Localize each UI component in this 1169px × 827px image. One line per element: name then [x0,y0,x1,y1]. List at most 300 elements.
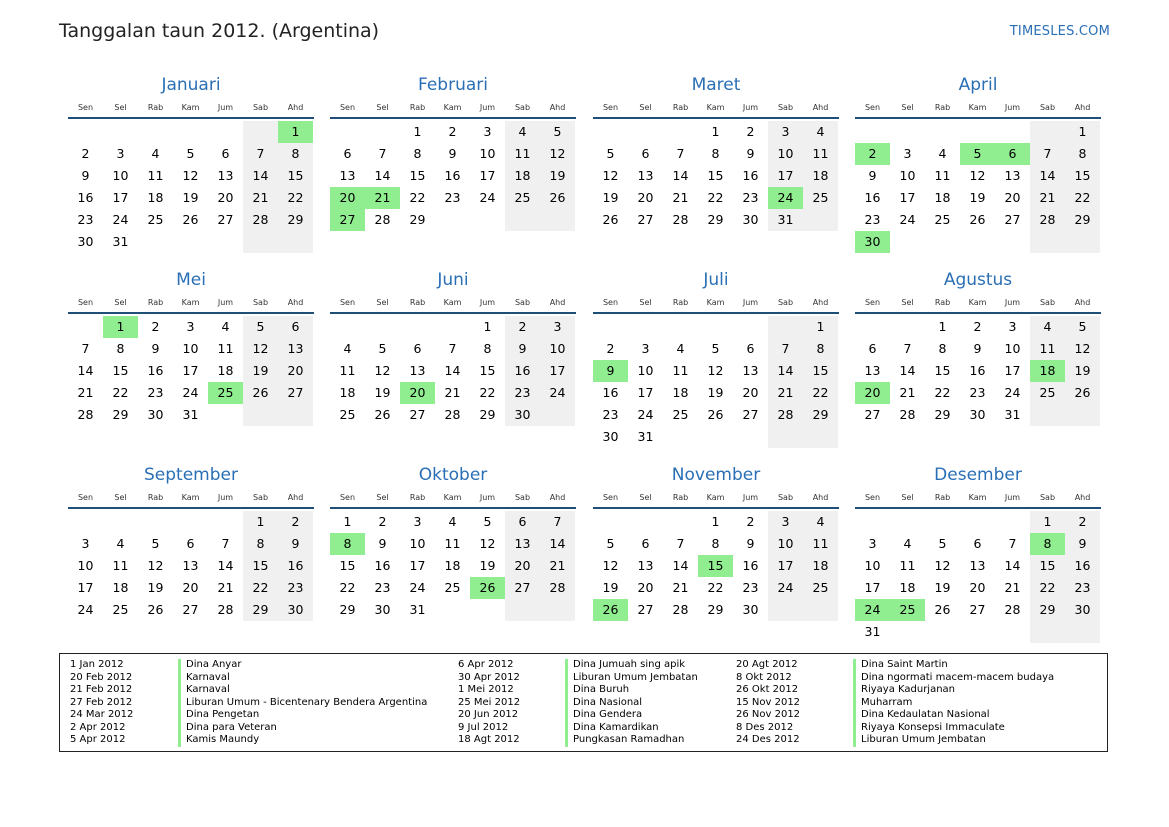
empty-cell [925,121,960,143]
day-cell: 30 [278,599,313,621]
empty-cell [995,121,1030,143]
weekday-label: Sen [864,298,881,307]
month-juni [330,268,576,426]
weekday-label: Ahd [549,493,566,502]
day-cell: 19 [602,190,619,205]
day-cell: 8 [803,338,838,360]
day-cell: 3 [483,124,492,139]
day-cell: 8 [1065,143,1100,165]
week-row [855,316,1101,338]
weekday-label: Sab [777,493,794,502]
day-cell: 26 [1065,382,1100,404]
empty-cell [1065,621,1100,643]
week-row [68,209,314,231]
day-cell: 11 [803,143,838,165]
day-cell: 1 [343,514,352,529]
day-cell: 20 [278,360,313,382]
legend-date: 20 Jun 2012 [458,709,519,720]
weekday-label: Rab [147,493,164,502]
day-cell: 29 [243,599,278,621]
empty-cell [663,121,698,143]
empty-cell [1065,231,1100,253]
day-cell: 22 [409,190,426,205]
day-cell: 19 [934,580,951,595]
legend-date: 18 Agt 2012 [458,734,520,745]
weekday-label: Jum [217,493,234,502]
day-cell: 18 [147,190,164,205]
day-cell: 3 [1008,319,1017,334]
day-cell: 5 [378,341,387,356]
legend-holiday-name: Dina ngormati macem-macem budaya [853,672,1054,685]
day-cell: 8 [483,341,492,356]
day-cell: 1 [803,316,838,338]
day-cell: 14 [77,363,94,378]
week-row [68,577,314,599]
day-cell: 23 [742,580,759,595]
weekday-label: Sen [602,298,619,307]
day-cell: 15 [1030,555,1065,577]
week-row [593,187,839,209]
day-cell: 19 [147,580,164,595]
month-agustus [855,268,1101,426]
day-cell: 1 [103,316,138,338]
day-cell: 6 [343,146,352,161]
day-cell: 26 [969,212,986,227]
legend-name-column [565,659,698,747]
legend-date: 24 Des 2012 [736,734,800,745]
day-cell: 16 [864,190,881,205]
day-cell: 25 [112,602,129,617]
day-cell: 8 [413,146,422,161]
day-cell: 5 [186,146,195,161]
day-cell: 4 [938,146,947,161]
weekday-label: Kam [706,298,725,307]
day-cell: 11 [217,341,234,356]
day-cell: 14 [444,363,461,378]
day-cell: 15 [339,558,356,573]
empty-cell [698,426,733,448]
weekday-header [330,101,576,119]
weekday-label: Sab [514,103,531,112]
day-cell: 8 [938,341,947,356]
day-cell: 28 [1004,602,1021,617]
week-row [68,360,314,382]
weekday-label: Kam [181,493,200,502]
day-cell: 9 [746,146,755,161]
weekday-label: Rab [672,298,689,307]
day-cell: 13 [182,558,199,573]
day-cell: 4 [505,121,540,143]
day-cell: 6 [641,536,650,551]
day-cell: 28 [540,577,575,599]
day-cell: 9 [81,168,90,183]
weekday-label: Rab [934,493,951,502]
weekday-label: Sen [339,103,356,112]
day-cell: 25 [803,187,838,209]
day-cell: 2 [81,146,90,161]
day-cell: 4 [221,319,230,334]
day-cell: 6 [413,341,422,356]
empty-cell [855,511,890,533]
day-cell: 11 [803,533,838,555]
day-cell: 11 [899,558,916,573]
day-cell: 16 [147,363,164,378]
day-cell: 22 [112,385,129,400]
month-februari [330,73,576,231]
page-title: Tanggalan taun 2012. (Argentina) [59,20,380,42]
week-row [68,511,314,533]
empty-cell [365,121,400,143]
day-cell: 27 [217,212,234,227]
empty-cell [470,599,505,621]
day-cell: 12 [1065,338,1100,360]
day-cell: 6 [221,146,230,161]
day-cell: 13 [969,558,986,573]
empty-cell [1065,404,1100,426]
legend-date: 9 Jul 2012 [458,721,509,733]
empty-cell [278,404,313,426]
day-cell: 19 [540,165,575,187]
day-cell: 6 [641,146,650,161]
legend-date: 20 Agt 2012 [736,659,798,670]
day-cell: 13 [742,363,759,378]
day-cell: 3 [186,319,195,334]
week-row [330,382,576,404]
day-cell: 25 [444,580,461,595]
day-cell: 14 [768,360,803,382]
weekday-header [68,491,314,509]
day-cell: 30 [374,602,391,617]
day-cell: 23 [444,190,461,205]
day-cell: 2 [448,124,457,139]
week-row [855,599,1101,621]
day-cell: 17 [77,580,94,595]
day-cell: 24 [768,187,803,209]
day-cell: 23 [602,407,619,422]
week-row [593,382,839,404]
day-cell: 7 [81,341,90,356]
legend-holiday-name: Dina Saint Martin [853,659,1054,672]
week-row [593,426,839,448]
day-cell: 18 [1030,360,1065,382]
weekday-label: Sel [114,298,127,307]
day-cell: 23 [1065,577,1100,599]
weekday-label: Sel [901,298,914,307]
day-cell: 10 [899,168,916,183]
week-row [68,121,314,143]
legend-date-column [736,659,800,747]
month-name: November [671,465,761,485]
week-row [68,382,314,404]
day-cell: 28 [77,407,94,422]
month-mei [68,268,314,426]
day-cell: 21 [672,190,689,205]
week-row [68,165,314,187]
weekday-label: Sen [339,493,356,502]
empty-cell [628,316,663,338]
day-cell: 9 [448,146,457,161]
empty-cell [733,426,768,448]
day-cell: 21 [768,382,803,404]
week-row [68,599,314,621]
day-cell: 4 [343,341,352,356]
day-cell: 15 [409,168,426,183]
legend-date: 15 Nov 2012 [736,696,801,708]
day-cell: 21 [243,187,278,209]
week-row [330,338,576,360]
day-cell: 8 [330,533,365,555]
empty-cell [68,121,103,143]
empty-cell [803,599,838,621]
weekday-label: Sab [252,103,269,112]
day-cell: 30 [77,234,94,249]
day-cell: 29 [707,602,724,617]
weekday-label: Sel [901,493,914,502]
legend-date: 8 Des 2012 [736,721,794,733]
weekday-label: Rab [409,103,426,112]
day-cell: 10 [540,338,575,360]
day-cell: 25 [339,407,356,422]
week-row [855,533,1101,555]
day-cell: 1 [1065,121,1100,143]
day-cell: 28 [217,602,234,617]
legend-holiday-name: Liburan Umum - Bicentenary Bendera Argentina [178,697,427,710]
day-cell: 24 [768,577,803,599]
day-cell: 7 [448,341,457,356]
day-cell: 23 [278,577,313,599]
empty-cell [960,621,995,643]
day-cell: 1 [278,121,313,143]
day-cell: 12 [602,168,619,183]
day-cell: 30 [969,407,986,422]
day-cell: 23 [969,385,986,400]
empty-cell [243,231,278,253]
weekday-label: Sel [639,298,652,307]
site-link[interactable]: TIMESLES.COM [1009,24,1110,39]
day-cell: 28 [374,212,391,227]
day-cell: 18 [505,165,540,187]
legend-holiday-name: Dina Kamardikan [565,722,698,735]
day-cell: 10 [182,341,199,356]
day-cell: 1 [711,124,720,139]
week-row [855,360,1101,382]
week-row [593,165,839,187]
day-cell: 5 [606,536,615,551]
empty-cell [768,316,803,338]
day-cell: 20 [330,187,365,209]
day-cell: 22 [278,187,313,209]
day-cell: 17 [864,580,881,595]
empty-cell [925,621,960,643]
empty-cell [1030,231,1065,253]
day-cell: 7 [378,146,387,161]
day-cell: 17 [768,165,803,187]
day-cell: 15 [479,363,496,378]
day-cell: 24 [479,190,496,205]
day-cell: 1 [483,319,492,334]
day-cell: 9 [505,338,540,360]
day-cell: 27 [742,407,759,422]
day-cell: 2 [278,511,313,533]
weekday-label: Sen [339,298,356,307]
day-cell: 3 [768,511,803,533]
day-cell: 1 [243,511,278,533]
weekday-label: Ahd [1074,493,1091,502]
day-cell: 13 [278,338,313,360]
week-row [855,143,1101,165]
day-cell: 13 [505,533,540,555]
day-cell: 25 [934,212,951,227]
day-cell: 3 [903,146,912,161]
day-cell: 29 [707,212,724,227]
empty-cell [505,599,540,621]
empty-cell [925,231,960,253]
empty-cell [173,231,208,253]
day-cell: 17 [768,555,803,577]
weekday-label: Jum [479,493,496,502]
day-cell: 21 [1004,580,1021,595]
day-cell: 4 [803,511,838,533]
weekday-header [68,296,314,314]
legend-date: 26 Okt 2012 [736,684,799,695]
weekday-label: Jum [217,103,234,112]
weekday-label: Jum [1004,493,1021,502]
day-cell: 27 [637,602,654,617]
weekday-label: Rab [934,103,951,112]
month-name: Desember [934,465,1022,485]
day-cell: 6 [868,341,877,356]
legend-holiday-name: Riyaya Konsepsi Immaculate [853,722,1054,735]
day-cell: 2 [606,341,615,356]
day-cell: 2 [746,514,755,529]
legend-holiday-name: Karnaval [178,684,427,697]
month-april [855,73,1101,253]
day-cell: 23 [147,385,164,400]
day-cell: 16 [602,385,619,400]
day-cell: 27 [864,407,881,422]
empty-cell [470,209,505,231]
day-cell: 11 [147,168,164,183]
day-cell: 25 [208,382,243,404]
week-row [855,121,1101,143]
day-cell: 28 [768,404,803,426]
month-maret [593,73,839,231]
month-oktober [330,463,576,621]
day-cell: 2 [378,514,387,529]
day-cell: 4 [116,536,125,551]
weekday-label: Sab [1039,103,1056,112]
day-cell: 26 [593,599,628,621]
day-cell: 26 [934,602,951,617]
day-cell: 15 [934,363,951,378]
day-cell: 8 [1030,533,1065,555]
week-row [330,165,576,187]
weekday-header [68,101,314,119]
day-cell: 5 [243,316,278,338]
day-cell: 10 [479,146,496,161]
empty-cell [890,511,925,533]
empty-cell [890,621,925,643]
day-cell: 5 [711,341,720,356]
day-cell: 21 [444,385,461,400]
day-cell: 12 [602,558,619,573]
day-cell: 18 [803,555,838,577]
week-row [593,533,839,555]
week-row [593,577,839,599]
week-row [330,187,576,209]
week-row [68,404,314,426]
day-cell: 3 [540,316,575,338]
legend-holiday-name: Dina Anyar [178,659,427,672]
weekday-label: Jum [1004,298,1021,307]
day-cell: 4 [448,514,457,529]
day-cell: 21 [1030,187,1065,209]
empty-cell [1030,404,1065,426]
day-cell: 4 [1030,316,1065,338]
day-cell: 20 [742,385,759,400]
day-cell: 26 [540,187,575,209]
week-row [855,209,1101,231]
day-cell: 30 [855,231,890,253]
weekday-label: Kam [968,298,987,307]
day-cell: 10 [637,363,654,378]
empty-cell [995,231,1030,253]
day-cell: 22 [339,580,356,595]
legend-date-column [458,659,520,747]
legend-date: 27 Feb 2012 [70,696,133,708]
week-row [330,555,576,577]
day-cell: 6 [505,511,540,533]
weekday-label: Rab [672,493,689,502]
weekday-label: Sab [514,298,531,307]
day-cell: 12 [147,558,164,573]
day-cell: 18 [803,165,838,187]
day-cell: 8 [116,341,125,356]
empty-cell [540,209,575,231]
day-cell: 14 [672,168,689,183]
legend-holiday-name: Liburan Umum Jembatan [853,734,1054,747]
day-cell: 31 [637,429,654,444]
day-cell: 5 [960,143,995,165]
weekday-label: Rab [672,103,689,112]
day-cell: 14 [540,533,575,555]
week-row [68,555,314,577]
weekday-label: Sel [901,103,914,112]
day-cell: 9 [746,536,755,551]
day-cell: 28 [243,209,278,231]
week-row [593,121,839,143]
legend-holiday-name: Dina Buruh [565,684,698,697]
month-september [68,463,314,621]
day-cell: 23 [374,580,391,595]
day-cell: 17 [1004,363,1021,378]
legend-date: 8 Okt 2012 [736,671,792,683]
month-desember [855,463,1101,643]
day-cell: 22 [707,190,724,205]
day-cell: 22 [934,385,951,400]
weekday-label: Sen [864,103,881,112]
week-row [855,165,1101,187]
day-cell: 1 [413,124,422,139]
week-row [855,577,1101,599]
weekday-label: Sen [77,103,94,112]
week-row [330,577,576,599]
day-cell: 12 [243,338,278,360]
weekday-label: Rab [934,298,951,307]
legend-date: 24 Mar 2012 [70,709,134,720]
day-cell: 10 [409,536,426,551]
weekday-label: Ahd [812,103,829,112]
